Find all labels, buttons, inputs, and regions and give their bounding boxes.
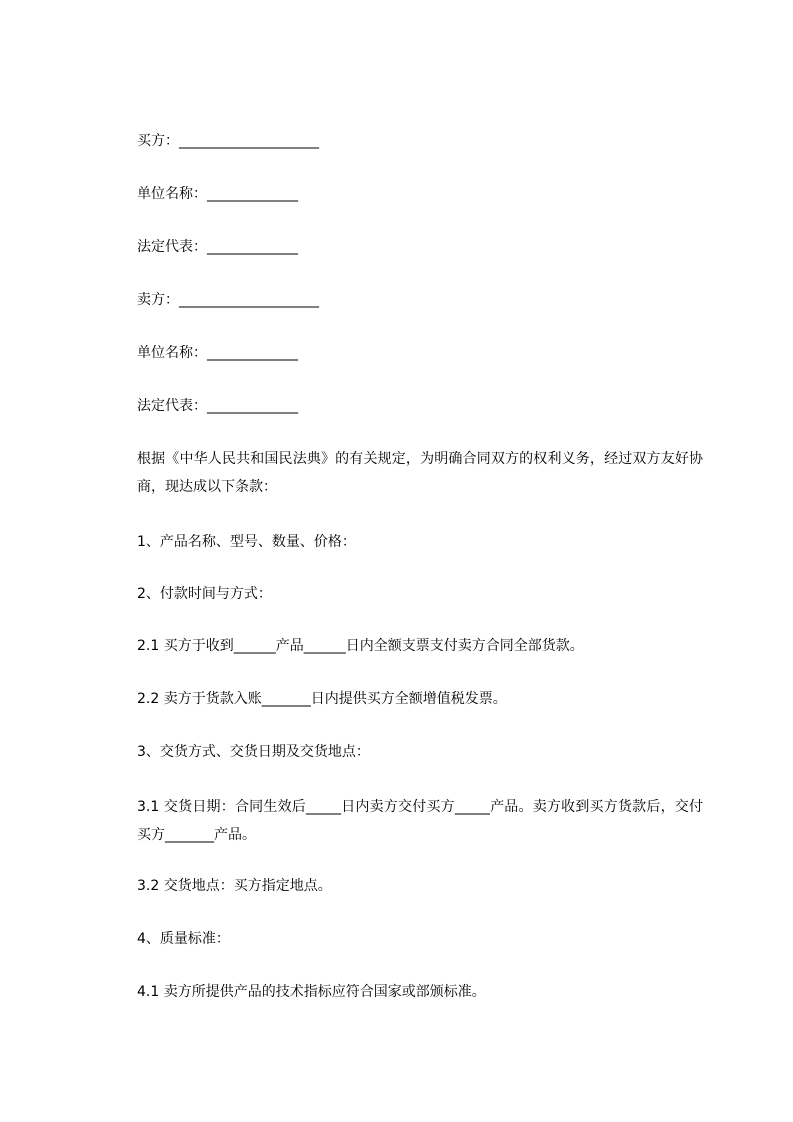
- clause-3-1-paragraph: 3.1 交货日期：合同生效后_____日内卖方交付买方_____产品。卖方收到买方货款后，交付买方_______产品。: [137, 799, 703, 843]
- clause-4-1: 4.1 卖方所提供产品的技术指标应符合国家或部颁标准。: [137, 984, 486, 1000]
- seller-line: 卖方：____________________: [137, 292, 319, 308]
- clause-2-1: 2.1 买方于收到______产品______日内全额支票支付卖方合同全部货款。: [137, 638, 584, 654]
- clause-3-heading: 3、交货方式、交货日期及交货地点：: [137, 744, 370, 760]
- clause-2-heading: 2、付款时间与方式：: [137, 586, 272, 602]
- seller-representative-line: 法定代表：_____________: [137, 398, 298, 414]
- clause-2-2: 2.2 卖方于货款入账_______日内提供买方全额增值税发票。: [137, 691, 507, 707]
- buyer-unit-line: 单位名称：_____________: [137, 186, 298, 202]
- clause-4-heading: 4、质量标准：: [137, 931, 230, 947]
- clause-1-heading: 1、产品名称、型号、数量、价格：: [137, 534, 356, 550]
- preamble-paragraph: 根据《中华人民共和国民法典》的有关规定，为明确合同双方的权利义务，经过双方友好协商，现达成以下条款：: [137, 451, 703, 495]
- buyer-representative-line: 法定代表：_____________: [137, 239, 298, 255]
- clause-3-2: 3.2 交货地点：买方指定地点。: [137, 878, 332, 894]
- seller-unit-line: 单位名称：_____________: [137, 345, 298, 361]
- buyer-line: 买方：____________________: [137, 133, 319, 149]
